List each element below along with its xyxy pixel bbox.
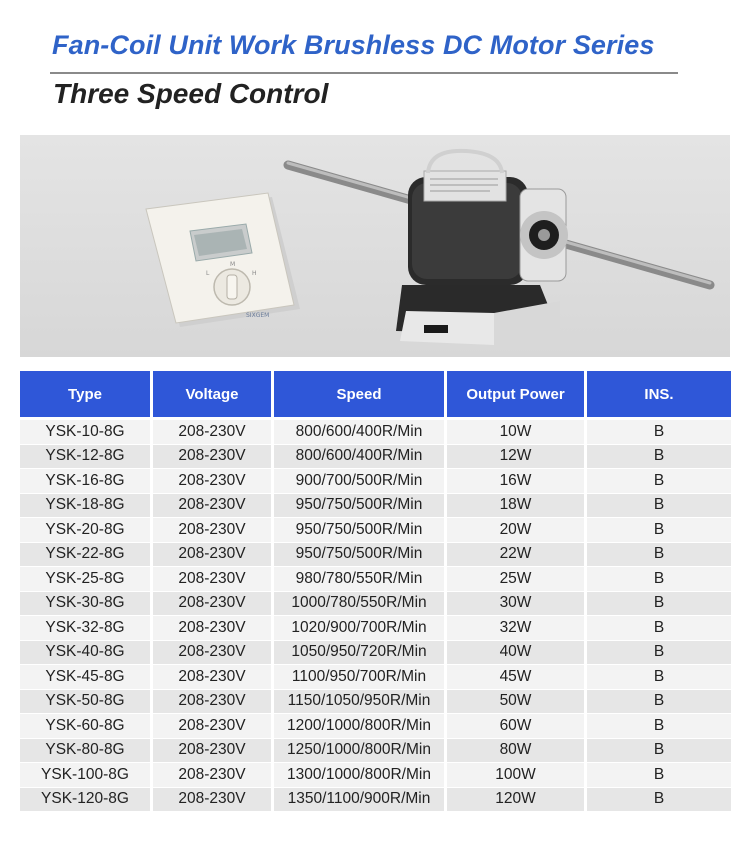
cell-ins: B — [587, 788, 731, 813]
cell-voltage: 208-230V — [153, 445, 271, 470]
cell-speed: 1050/950/720R/Min — [274, 641, 444, 666]
motor-body — [408, 151, 568, 285]
speed-controller — [146, 193, 300, 327]
cell-ins: B — [587, 445, 731, 470]
cell-ins: B — [587, 592, 731, 617]
cell-speed: 800/600/400R/Min — [274, 445, 444, 470]
cell-speed: 800/600/400R/Min — [274, 420, 444, 445]
cell-voltage: 208-230V — [153, 543, 271, 568]
cell-type: YSK-10-8G — [20, 420, 150, 445]
cell-type: YSK-20-8G — [20, 518, 150, 543]
cell-voltage: 208-230V — [153, 567, 271, 592]
cell-type: YSK-50-8G — [20, 690, 150, 715]
cell-power: 10W — [447, 420, 584, 445]
column-header-type: Type — [20, 371, 150, 420]
cell-voltage: 208-230V — [153, 420, 271, 445]
page-title: Fan-Coil Unit Work Brushless DC Motor Series — [52, 30, 655, 60]
title-divider — [50, 72, 678, 74]
cell-voltage: 208-230V — [153, 763, 271, 788]
cell-power: 16W — [447, 469, 584, 494]
cell-power: 60W — [447, 714, 584, 739]
table-row — [20, 763, 731, 788]
cell-ins: B — [587, 616, 731, 641]
page-subtitle: Three Speed Control — [53, 78, 329, 109]
cell-speed: 950/750/500R/Min — [274, 543, 444, 568]
cell-ins: B — [587, 665, 731, 690]
svg-text:M: M — [230, 261, 236, 268]
cell-type: YSK-32-8G — [20, 616, 150, 641]
cell-power: 80W — [447, 739, 584, 764]
cell-voltage: 208-230V — [153, 788, 271, 813]
column-header-output-power: Output Power — [447, 371, 584, 420]
cell-power: 30W — [447, 592, 584, 617]
cell-voltage: 208-230V — [153, 518, 271, 543]
cell-speed: 1000/780/550R/Min — [274, 592, 444, 617]
cell-type: YSK-25-8G — [20, 567, 150, 592]
cell-voltage: 208-230V — [153, 690, 271, 715]
cell-speed: 980/780/550R/Min — [274, 567, 444, 592]
cell-type: YSK-40-8G — [20, 641, 150, 666]
cell-power: 32W — [447, 616, 584, 641]
cell-ins: B — [587, 543, 731, 568]
table-row — [20, 543, 731, 568]
cell-type: YSK-60-8G — [20, 714, 150, 739]
cell-ins: B — [587, 494, 731, 519]
table-row — [20, 445, 731, 470]
spec-table — [17, 371, 734, 812]
cell-ins: B — [587, 714, 731, 739]
motor-base — [396, 285, 560, 345]
cell-voltage: 208-230V — [153, 616, 271, 641]
cell-type: YSK-16-8G — [20, 469, 150, 494]
table-row — [20, 641, 731, 666]
cell-speed: 1150/1050/950R/Min — [274, 690, 444, 715]
cell-power: 18W — [447, 494, 584, 519]
column-header-ins: INS. — [587, 371, 731, 420]
cell-power: 20W — [447, 518, 584, 543]
controller-brand: SIXGEM — [246, 312, 270, 319]
cell-speed: 950/750/500R/Min — [274, 518, 444, 543]
cell-type: YSK-100-8G — [20, 763, 150, 788]
cell-speed: 1200/1000/800R/Min — [274, 714, 444, 739]
cell-ins: B — [587, 420, 731, 445]
column-header-speed: Speed — [274, 371, 444, 420]
table-row — [20, 690, 731, 715]
cell-power: 50W — [447, 690, 584, 715]
cell-power: 25W — [447, 567, 584, 592]
cell-speed: 1250/1000/800R/Min — [274, 739, 444, 764]
cell-ins: B — [587, 469, 731, 494]
cell-speed: 900/700/500R/Min — [274, 469, 444, 494]
cell-ins: B — [587, 641, 731, 666]
cell-power: 120W — [447, 788, 584, 813]
cell-ins: B — [587, 763, 731, 788]
cell-voltage: 208-230V — [153, 714, 271, 739]
cell-speed: 1350/1100/900R/Min — [274, 788, 444, 813]
cell-ins: B — [587, 739, 731, 764]
cell-ins: B — [587, 567, 731, 592]
cell-voltage: 208-230V — [153, 665, 271, 690]
cell-type: YSK-12-8G — [20, 445, 150, 470]
cell-voltage: 208-230V — [153, 641, 271, 666]
cell-type: YSK-22-8G — [20, 543, 150, 568]
cell-type: YSK-120-8G — [20, 788, 150, 813]
table-row — [20, 739, 731, 764]
cell-voltage: 208-230V — [153, 739, 271, 764]
svg-text:H: H — [252, 270, 257, 277]
table-row — [20, 494, 731, 519]
svg-text:L: L — [206, 270, 210, 277]
cell-speed: 1100/950/700R/Min — [274, 665, 444, 690]
table-row — [20, 592, 731, 617]
cell-voltage: 208-230V — [153, 494, 271, 519]
cell-type: YSK-80-8G — [20, 739, 150, 764]
cell-voltage: 208-230V — [153, 469, 271, 494]
column-header-voltage: Voltage — [153, 371, 271, 420]
cell-speed: 950/750/500R/Min — [274, 494, 444, 519]
cell-type: YSK-45-8G — [20, 665, 150, 690]
table-row — [20, 518, 731, 543]
table-row — [20, 665, 731, 690]
product-photo — [20, 135, 730, 357]
cell-type: YSK-18-8G — [20, 494, 150, 519]
cell-power: 40W — [447, 641, 584, 666]
table-header-row — [20, 371, 731, 420]
cell-type: YSK-30-8G — [20, 592, 150, 617]
cell-ins: B — [587, 690, 731, 715]
cell-voltage: 208-230V — [153, 592, 271, 617]
cell-power: 22W — [447, 543, 584, 568]
table-row — [20, 420, 731, 445]
cell-power: 100W — [447, 763, 584, 788]
table-row — [20, 788, 731, 813]
table-row — [20, 714, 731, 739]
cell-speed: 1300/1000/800R/Min — [274, 763, 444, 788]
cell-speed: 1020/900/700R/Min — [274, 616, 444, 641]
table-row — [20, 469, 731, 494]
cell-power: 45W — [447, 665, 584, 690]
table-row — [20, 616, 731, 641]
cell-power: 12W — [447, 445, 584, 470]
cell-ins: B — [587, 518, 731, 543]
table-row — [20, 567, 731, 592]
